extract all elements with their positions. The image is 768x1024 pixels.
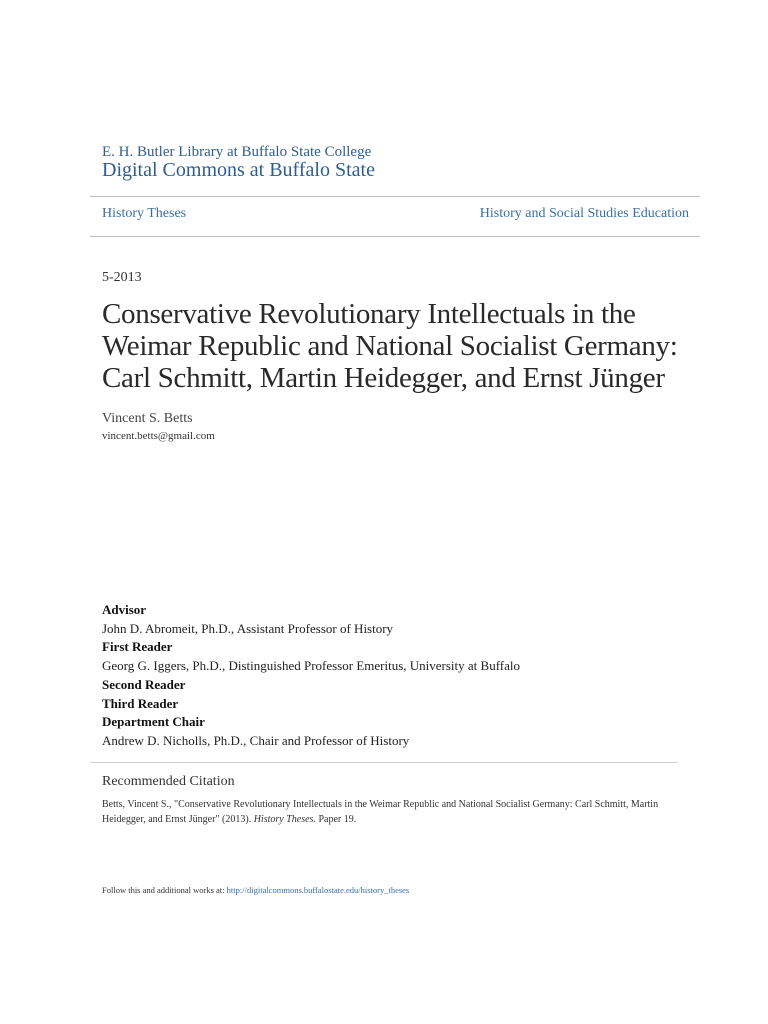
committee-list	[102, 601, 520, 751]
author-name: Vincent S. Betts	[102, 411, 193, 426]
publication-date: 5-2013	[102, 270, 142, 285]
follow-text: Follow this and additional works at:	[102, 885, 227, 895]
citation-text	[102, 797, 662, 827]
citation-paper-number: Paper 19.	[315, 814, 357, 825]
first-reader-label: First Reader	[102, 639, 173, 655]
repository-name[interactable]: Digital Commons at Buffalo State	[102, 159, 375, 181]
citation-text-main: Betts, Vincent S., "Conservative Revolutionary Intellectuals in the Weimar Republic and National Socialist Germany: Carl Schmitt, Martin Heidegger, and Ernst Jünger" (2013).	[102, 799, 659, 825]
top-divider	[90, 196, 700, 197]
second-reader-label: Second Reader	[102, 676, 186, 692]
citation-heading: Recommended Citation	[102, 774, 235, 789]
department-chair-label: Department Chair	[102, 714, 205, 730]
department-chair-value: Andrew D. Nicholls, Ph.D., Chair and Professor of History	[102, 732, 410, 748]
citation-divider	[90, 762, 678, 763]
citation-series: History Theses.	[253, 814, 316, 825]
history-theses-link[interactable]: History Theses	[102, 206, 187, 221]
first-reader-value: Georg G. Iggers, Ph.D., Distinguished Professor Emeritus, University at Buffalo	[102, 658, 520, 674]
third-reader-label: Third Reader	[102, 695, 179, 711]
follow-line	[102, 885, 409, 895]
nav-divider	[90, 236, 700, 237]
author-email: vincent.betts@gmail.com	[102, 430, 215, 442]
advisor-label: Advisor	[102, 602, 147, 617]
history-social-studies-link[interactable]: History and Social Studies Education	[479, 206, 689, 221]
document-title: Conservative Revolutionary Intellectuals in the Weimar Republic and National Socialist Germany: Carl Schmitt, Martin Heidegger, and Ernst Jünger	[102, 298, 678, 394]
library-name[interactable]: E. H. Butler Library at Buffalo State College	[102, 144, 372, 160]
collection-url-link[interactable]: http://digitalcommons.buffalostate.edu/history_theses	[226, 885, 410, 895]
advisor-value: John D. Abromeit, Ph.D., Assistant Professor of History	[102, 620, 394, 636]
